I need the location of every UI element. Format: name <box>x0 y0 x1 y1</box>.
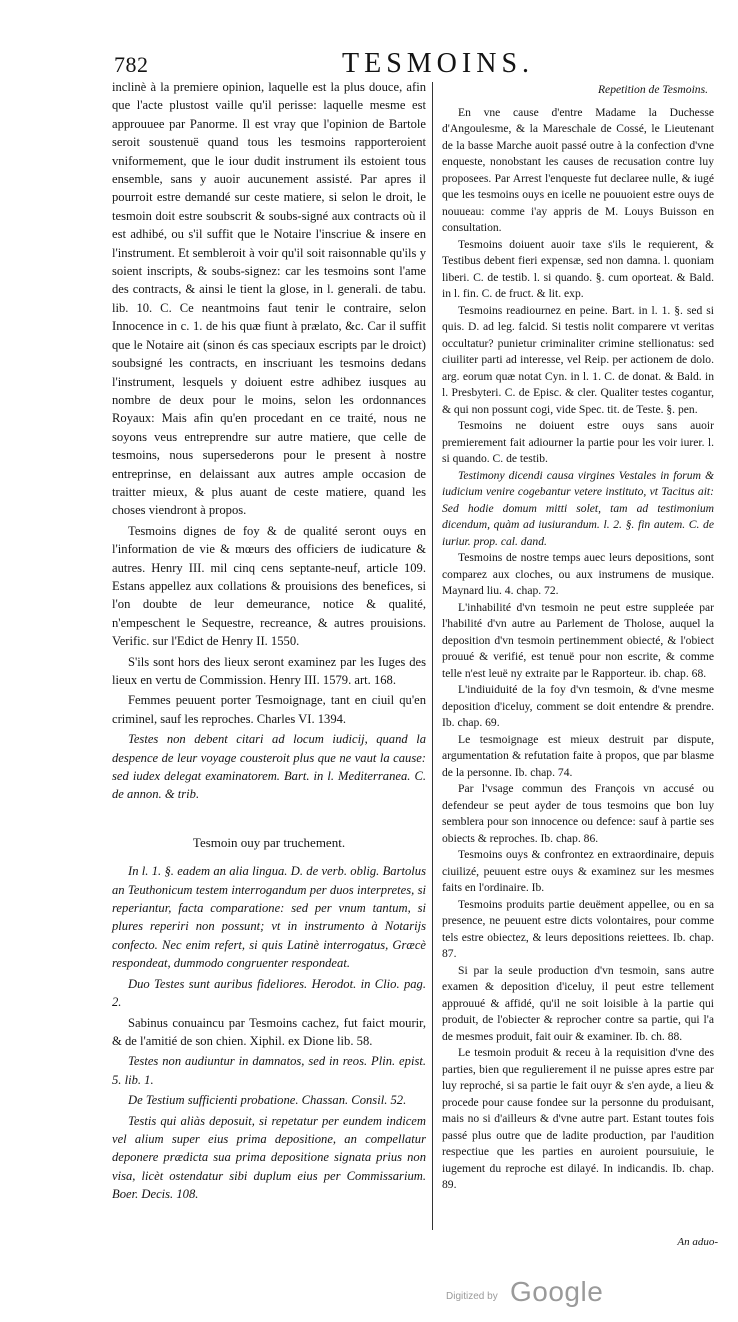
paragraph: De Testium sufficienti probatione. Chassan. Consil. 52. <box>128 1093 407 1108</box>
right-column <box>442 78 714 1194</box>
paragraph: Par l'vsage commun des François vn accusé ou defendeur se peut ayder de tous tesmoins que bon luy semblera pour son innocence ou defence: sauf à partie ses obiects & reproches. Ib. chap. 86. <box>442 782 714 845</box>
paragraph: Testes non debent citari ad locum iudicij, quand la despence de leur voyage cousteroit plus que ne vaut la cause: sed iudex delegat examinatorem. Bart. in l. Mediterranea. C. de annon. & trib. <box>112 732 426 802</box>
paragraph: Testes non audiuntur in damnatos, sed in reos. Plin. epist. 5. lib. 1. <box>112 1054 426 1087</box>
paragraph: Sabinus conuaincu par Tesmoins cachez, fut faict mourir, & de l'amitié de son chien. Xiphil. ex Dione lib. 58. <box>112 1015 426 1048</box>
paragraph: inclinè à la premiere opinion, laquelle est la plus douce, afin que l'acte plustost vaille qu'il perisse: laquelle mesme est approuuee par Panorme. Il est vray que l'opinion de Bartole seroit soustenuë quand tous les tesmoins rapporteroient vniformement, que le iour dudit instrument ils estoient tous ensemble, sans y auoir aucunement assisté. Par apres il pourroit estre demandé sur ceste matiere, si selon le droit, le tesmoin doit estre soubscrit & soubs-signé aux contracts où il est adhibé, ou s'il suffit que le Notaire l'inscriue & insere en l'instrument. Et sembleroit à voir qu'il soit raisonnable qu'ils y soient inscripts, & soubs-signez: car les tesmoins sont l'ame des contracts, & ainsi le tient la glose, in l. generali. de tabu. lib. 10. C. Ce neantmoins faut tenir le contraire, selon Innocence in c. 1. de his quæ fiunt à prælato, &c. Car il suffit que le Notaire ait (sinon és cas speciaux escripts par le droict) soubsigné les contracts, en inscriuant les tesmoins dedans l'instrument, lesquels y doiuent estre adhibez iusques au nombre de deux pour le moins, selon les ordonnances Royaux: Mais afin qu'en procedant en ce traité, nous ne soyons veus entreprendre sur autre matiere, que celle de tesmoins, nous supersederons pour le present à nostre entreprinse, en delaissant aux autres ample occasion de traitter mieux, & plus auant de ceste matiere, quand les choses viendront à propos. <box>112 80 426 518</box>
section-heading: Tesmoin ouy par truchement. <box>192 834 346 850</box>
paragraph: Femmes peuuent porter Tesmoignage, tant en ciuil qu'en criminel, sauf les reproches. Charles VI. 1394. <box>112 693 426 726</box>
paragraph: In l. 1. §. eadem an alia lingua. D. de verb. oblig. Bartolus an Teuthonicum testem interrogandum per duos interpretes, si reperiantur, facta comparatione: sed per vnum tantum, si plures reperiri non possunt; vt in instrumento à Notarijs confecto. Nec enim refert, si quis Latinè interrogatus, Græcè respondeat, dummodo congruenter respondeat. <box>112 864 426 971</box>
paragraph: Tesmoins produits partie deuëment appellee, ou en sa presence, ne peuuent estre dicts volontaires, pour comme tels estre obiectez, & leurs depositions reiettees. Ib. chap. 87. <box>442 897 714 960</box>
running-head: TESMOINS. <box>342 48 535 79</box>
page-number: 782 <box>114 52 149 77</box>
paragraph: Tesmoins doiuent auoir taxe s'ils le requierent, & Testibus debent fieri expensæ, sed non damna. l. quoniam liberi. C. de testib. l. si quando. §. cum oporteat. & Bald. in l. fin. C. de fruct. & lit. exp. <box>442 237 714 300</box>
paragraph: En vne cause d'entre Madame la Duchesse d'Angoulesme, & la Mareschale de Cossé, le Lieutenant de la basse Marche auoit passé outre à la confection d'vne enqueste, nonobstant les causes de recusation contre luy proposees. Par Arrest l'enqueste fut declaree nulle, & iugé que les tesmoins ouys en icelle ne pouuoient estre ouys de nouueau: comme i'ay appris de M. Louys Buisson en consultation. <box>442 105 714 234</box>
paragraph: L'indiuiduité de la foy d'vn tesmoin, & d'vne mesme deposition d'iceluy, comment se doit entendre & prendre. Ib. chap. 69. <box>442 683 714 729</box>
paragraph: Si par la seule production d'vn tesmoin, sans autre examen & deposition d'iceluy, il peut estre tellement approuué & affidé, qu'il ne soit loisible à la partie qui produit, de l'obiecter & reprocher contre sa partie, qui l'a de mesmes produit, fait ouir & examiner. Ib. ch. 88. <box>442 963 714 1043</box>
column-divider <box>432 82 433 1230</box>
paragraph: Testimony dicendi causa virgines Vestales in forum & iudicium venire cogebantur vetere instituto, vt Tacitus ait: Sed hodie domum mitti solet, tam ad testimonium dicendum, quàm ad iusiurandum. l. 2. §. fin autem. C. de iuriur. prop. cal. dand. <box>442 468 714 548</box>
paragraph: Tesmoins de nostre temps auec leurs depositions, sont comparez aux cloches, ou aux instrumens de musique. Maynard liu. 4. chap. 72. <box>442 551 714 597</box>
google-logo-text: Google <box>510 1276 604 1307</box>
paragraph: S'ils sont hors des lieux seront examinez par les Iuges des lieux en vertu de Commission. Henry III. 1579. art. 168. <box>112 654 426 687</box>
watermark-small-text: Digitized by <box>446 1291 498 1302</box>
paragraph: Tesmoins dignes de foy & de qualité seront ouys en l'information de vie & mœurs des officiers de iudicature & autres. Henry III. mil cinq cens septante-neuf, article 109. Estans appellez aux collations & prouisions des benefices, si l'on doubte de leur demeurance, notice & qualité, n'empeschent le Sequestre, recreance, & autres prouisions. Verific. sur l'Edict de Henry II. 1550. <box>112 523 426 649</box>
paragraph: Le tesmoignage est mieux destruit par dispute, argumentation & refutation faite à propos, que par blasme de la personne. Ib. chap. 74. <box>442 732 714 779</box>
catchword: An aduo- <box>677 1236 718 1248</box>
paragraph: L'inhabilité d'vn tesmoin ne peut estre suppleée par l'habilité d'vn autre au Parlement de Tholose, auquel la deposition d'vn tesmoin pertinemment obiecté, & l'obiect prouué & verifié, est tenuë pour non escrite, & comme telle n'est leuë ny extraite par le Rapporteur. ib. chap. 68. <box>442 600 714 680</box>
paragraph: Le tesmoin produit & receu à la requisition d'vne des parties, bien que regulierement il ne puisse apres estre par luy reproché, si sa partie le fait ouyr & s'en ayde, a lieu & procede pour cause fondee sur la personne du produisant, mais no si d'ailleurs & d'vne autre part. Estant toutes fois passé plus outre que de ladite production, par l'audition respectiue que les parties en auroient poursuiuie, le iugement du reproche est dilayé. In indicandis. Ib. chap. 89. <box>442 1046 714 1191</box>
page-header <box>112 46 712 80</box>
paragraph: Duo Testes sunt auribus fideliores. Herodot. in Clio. pag. 2. <box>112 976 426 1010</box>
paragraph: Tesmoins ouys & confrontez en extraordinaire, depuis ciuilizé, peuuent estre ouys & examinez sur les mesmes faits en l'ordinaire. Ib. <box>442 848 714 894</box>
section-heading: Repetition de Tesmoins. <box>597 83 708 96</box>
paragraph: Testis qui aliàs deposuit, si repetatur per eundem indicem vel alium super eius prima depositione, an compellatur deponere prædicta sua prima depositione signata prius non visa, licèt ostendatur sibi duplum eius per Commissarium. Boer. Decis. 108. <box>112 1113 426 1202</box>
paragraph: Tesmoins ne doiuent estre ouys sans auoir premierement fait adiourner la partie pour les voir iurer. l. si quando. C. de testib. <box>442 419 714 465</box>
left-column <box>112 78 426 1204</box>
digitized-by-google-watermark <box>446 1276 626 1310</box>
paragraph: Tesmoins readiournez en peine. Bart. in l. 1. §. sed si quis. D. ad leg. falcid. Si testis nolit comparere vt veritas occultatur? punietur criminaliter crimine stellionatus: sed ciuiliter parti ad interesse, vel Reip. per actionem de dolo. arg. eorum quæ notat Cyn. in l. 1. C. de donat. & Bald. in l. Presbyteri. C. de Episc. & cler. Qualiter testes cogantur, & qui non possunt cogi, vide Spec. tit. de Teste. §. pen. <box>442 303 714 416</box>
